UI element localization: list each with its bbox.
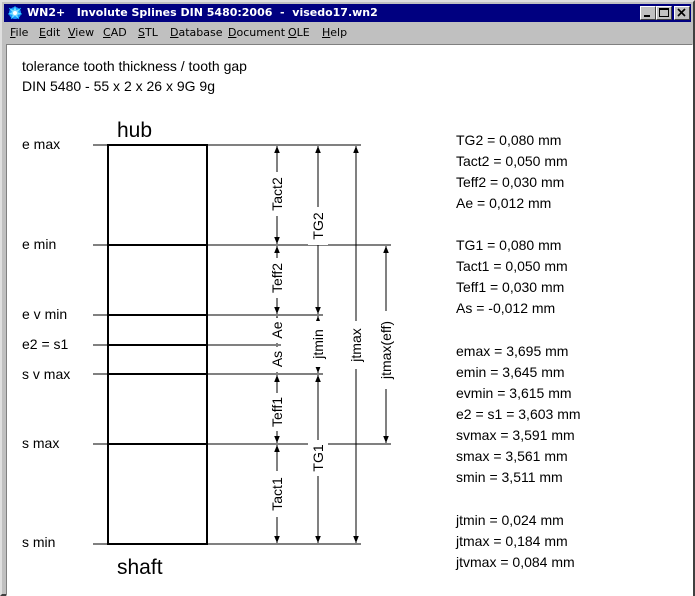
result-tact1: Tact1 = 0,050 mm bbox=[456, 258, 568, 274]
result-tg1: TG1 = 0,080 mm bbox=[456, 237, 562, 253]
result-as: As = -0,012 mm bbox=[456, 300, 556, 316]
result-jtmin: jtmin = 0,024 mm bbox=[456, 512, 564, 528]
dim-label-tg2: TG2 bbox=[310, 212, 326, 240]
result-teff1: Teff1 = 0,030 mm bbox=[456, 279, 565, 295]
menu-ole[interactable]: OLE bbox=[288, 26, 310, 39]
results-panel bbox=[455, 132, 581, 570]
dim-label-as: As bbox=[269, 350, 285, 368]
dim-label-jtmin: jtmin bbox=[310, 329, 326, 359]
menu-bar bbox=[4, 23, 691, 42]
dimension-label-backgrounds bbox=[267, 172, 396, 517]
level-label-emin: e min bbox=[22, 236, 57, 252]
result-svmax: svmax = 3,591 mm bbox=[456, 427, 575, 443]
minimize-button[interactable] bbox=[640, 6, 656, 20]
dimension-labels bbox=[269, 177, 394, 511]
menu-file[interactable]: File bbox=[10, 26, 29, 39]
dim-label-jtmax-eff: jtmax(eff) bbox=[378, 320, 394, 380]
level-label-evmin: e v min bbox=[22, 306, 68, 322]
close-button[interactable] bbox=[674, 6, 690, 20]
result-smin: smin = 3,511 mm bbox=[456, 469, 563, 485]
menu-cad[interactable]: CAD bbox=[103, 26, 127, 39]
tolerance-bar bbox=[108, 145, 207, 544]
level-label-smin: s min bbox=[22, 534, 56, 550]
dim-label-teff1: Teff1 bbox=[269, 396, 285, 428]
window-title: WN2+ Involute Splines DIN 5480:2006 - visedo17.wn2 bbox=[27, 6, 378, 19]
dim-label-tact1: Tact1 bbox=[269, 477, 285, 511]
result-evmin: evmin = 3,615 mm bbox=[456, 385, 572, 401]
menu-view[interactable]: View bbox=[68, 26, 95, 39]
menu-stl[interactable]: STL bbox=[138, 26, 158, 39]
result-emin: emin = 3,645 mm bbox=[456, 364, 565, 380]
result-ae: Ae = 0,012 mm bbox=[456, 195, 552, 211]
minimize-icon bbox=[641, 7, 655, 19]
result-smax: smax = 3,561 mm bbox=[456, 448, 568, 464]
result-jtmax: jtmax = 0,184 mm bbox=[456, 533, 568, 549]
menu-document[interactable]: Document bbox=[228, 26, 286, 39]
header-title: tolerance tooth thickness / tooth gap bbox=[22, 58, 247, 74]
menu-edit[interactable]: Edit bbox=[39, 26, 61, 39]
dim-label-jtmax: jtmax bbox=[348, 328, 364, 362]
maximize-button[interactable] bbox=[656, 6, 672, 20]
result-jtvmax: jtvmax = 0,084 mm bbox=[456, 554, 575, 570]
dim-label-tg1: TG1 bbox=[310, 444, 326, 472]
result-tact2: Tact2 = 0,050 mm bbox=[456, 153, 568, 169]
level-label-e2-s1: e2 = s1 bbox=[22, 336, 69, 352]
shaft-label: shaft bbox=[117, 556, 163, 579]
maximize-icon bbox=[657, 7, 671, 19]
dim-label-teff2: Teff2 bbox=[269, 262, 285, 294]
menu-help[interactable]: Help bbox=[322, 26, 348, 39]
tolerance-diagram bbox=[7, 45, 692, 595]
title-bar[interactable] bbox=[4, 4, 691, 22]
close-icon bbox=[675, 7, 689, 19]
spline-designation: DIN 5480 - 55 x 2 x 26 x 9G 9g bbox=[22, 78, 215, 94]
drawing-area bbox=[6, 44, 693, 596]
result-emax: emax = 3,695 mm bbox=[456, 343, 569, 359]
result-e2-s1: e2 = s1 = 3,603 mm bbox=[456, 406, 581, 422]
level-label-smax: s max bbox=[22, 435, 60, 451]
dim-label-ae: Ae bbox=[269, 321, 285, 339]
level-label-svmax: s v max bbox=[22, 366, 71, 382]
app-icon[interactable] bbox=[7, 5, 23, 21]
result-teff2: Teff2 = 0,030 mm bbox=[456, 174, 565, 190]
hub-label: hub bbox=[117, 119, 153, 142]
dim-label-tact2: Tact2 bbox=[269, 177, 285, 211]
dimension-arrows bbox=[277, 146, 386, 543]
level-label-emax: e max bbox=[22, 136, 61, 152]
result-tg2: TG2 = 0,080 mm bbox=[456, 132, 562, 148]
menu-database[interactable]: Database bbox=[170, 26, 223, 39]
